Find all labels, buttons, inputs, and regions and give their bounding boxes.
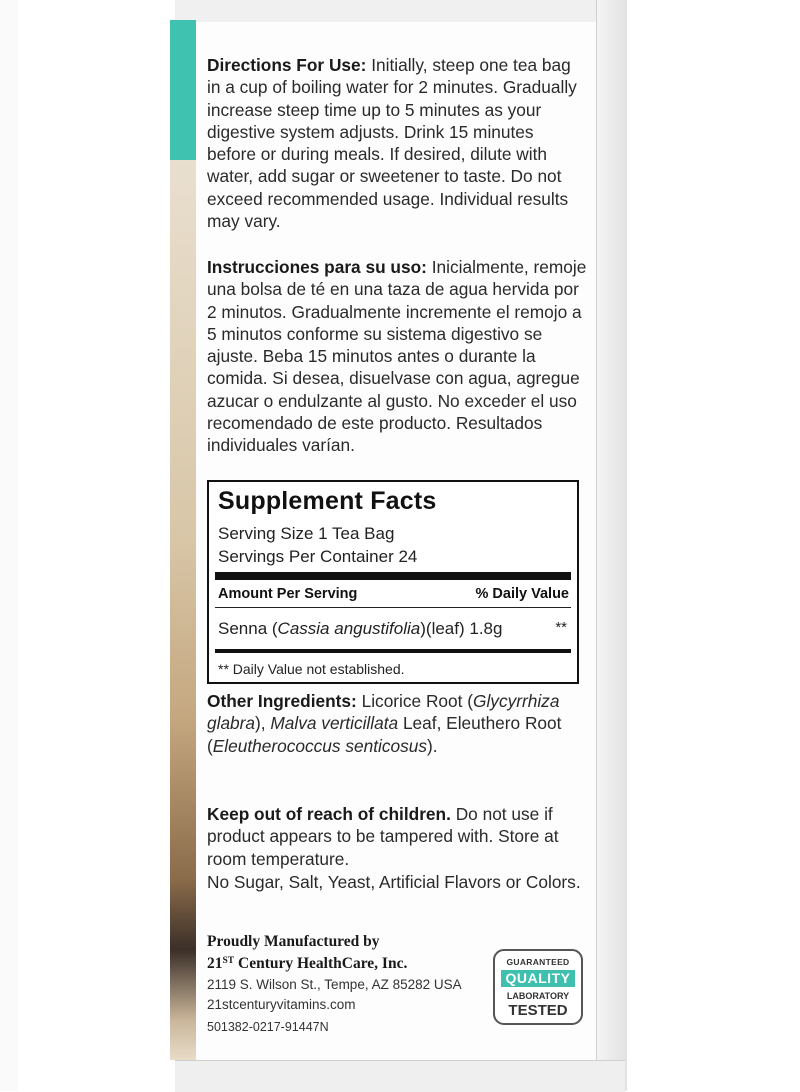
manufactured-by-line: Proudly Manufactured by: [207, 933, 380, 950]
box-side-strip: [170, 20, 196, 1060]
other-ingredients-text: ),: [255, 713, 271, 734]
medium-divider: [215, 649, 571, 653]
other-ingredients: [207, 690, 587, 757]
brand-name: Century HealthCare, Inc.: [234, 955, 408, 972]
directions-heading: Directions For Use:: [207, 55, 367, 75]
badge-quality: QUALITY: [501, 970, 575, 987]
brand-prefix: 21: [207, 955, 223, 972]
latin-name: Malva verticillata: [270, 713, 399, 734]
quality-tested-badge: [493, 949, 583, 1025]
servings-per-container: Servings Per Container 24: [218, 547, 418, 566]
ingredient-name: Senna (: [218, 619, 278, 638]
supplement-facts-title: Supplement Facts: [218, 487, 437, 515]
serving-size: Serving Size 1 Tea Bag: [218, 524, 395, 543]
directions-text: Initially, steep one tea bag in a cup of boiling water for 2 minutes. Gradually increase steep time up to 5 minutes as your digestive system adjusts. Drink 15 minutes before or during meals. If desired, dilute with water, add sugar or sweetener to taste. Do not exceed recommended usage. Individual results may vary.: [207, 55, 577, 232]
latin-name: Glycyrrhiza glabra: [207, 691, 560, 734]
other-ingredients-heading: Other Ingredients:: [207, 691, 357, 711]
other-ingredients-text: ).: [426, 735, 438, 756]
amount-per-serving-header: Amount Per Serving: [218, 586, 358, 602]
instrucciones-para-su-uso: [207, 256, 587, 457]
instrucciones-heading: Instrucciones para su uso:: [207, 257, 427, 277]
latin-name: Eleutherococcus senticosus: [212, 735, 427, 756]
badge-laboratory: LABORATORY: [506, 991, 570, 1001]
ingredient-daily-value: **: [555, 619, 567, 636]
daily-value-header: % Daily Value: [475, 586, 569, 602]
warning-text: Do not use if product appears to be tampered with. Store at room temperature.: [207, 804, 559, 869]
other-ingredients-text: Leaf, Eleuthero Root (: [207, 713, 562, 756]
thin-divider: [215, 607, 571, 608]
instrucciones-text: Inicialmente, remoje una bolsa de té en una taza de agua hervida por 2 minutos. Gradualmente incremente el remojo a 5 minutos conforme su sistema digestivo se ajuste. Beba 15 minutos antes o durante la comida. Si desea, disuelvase con agua, agregue azucar o endulzante al gusto. No exceder el uso recomendado de este producto. Resultados individuales varían.: [207, 257, 587, 456]
badge-tested: TESTED: [508, 1002, 568, 1019]
manufacturer-website: 21stcenturyvitamins.com: [207, 997, 356, 1012]
directions-for-use: [207, 54, 587, 232]
badge-guaranteed: GUARANTEED: [506, 957, 570, 967]
ingredient-latin-name: Cassia angustifolia: [277, 619, 421, 638]
manufacturer-address: 2119 S. Wilson St., Tempe, AZ 85282 USA: [207, 977, 462, 992]
other-ingredients-text: Licorice Root (: [356, 691, 474, 711]
daily-value-footnote: ** Daily Value not established.: [218, 661, 405, 677]
supplement-facts-panel: [207, 480, 579, 684]
box-bottom-edge: [175, 1060, 625, 1092]
box-top-edge: [175, 0, 625, 23]
product-code: 501382-0217-91447N: [207, 1020, 329, 1034]
background-edge: [0, 0, 18, 1091]
free-from-statement: No Sugar, Salt, Yeast, Artificial Flavors or Colors.: [207, 872, 581, 892]
thick-divider: [215, 572, 571, 580]
brand-superscript: ST: [222, 956, 235, 966]
warning-heading: Keep out of reach of children.: [207, 804, 451, 824]
ingredient-row-senna: [218, 619, 502, 639]
ingredient-amount: )(leaf) 1.8g: [420, 619, 503, 638]
manufacturer-name: [207, 955, 407, 973]
warning-statement: [207, 803, 587, 870]
box-right-fold: [596, 0, 627, 1091]
